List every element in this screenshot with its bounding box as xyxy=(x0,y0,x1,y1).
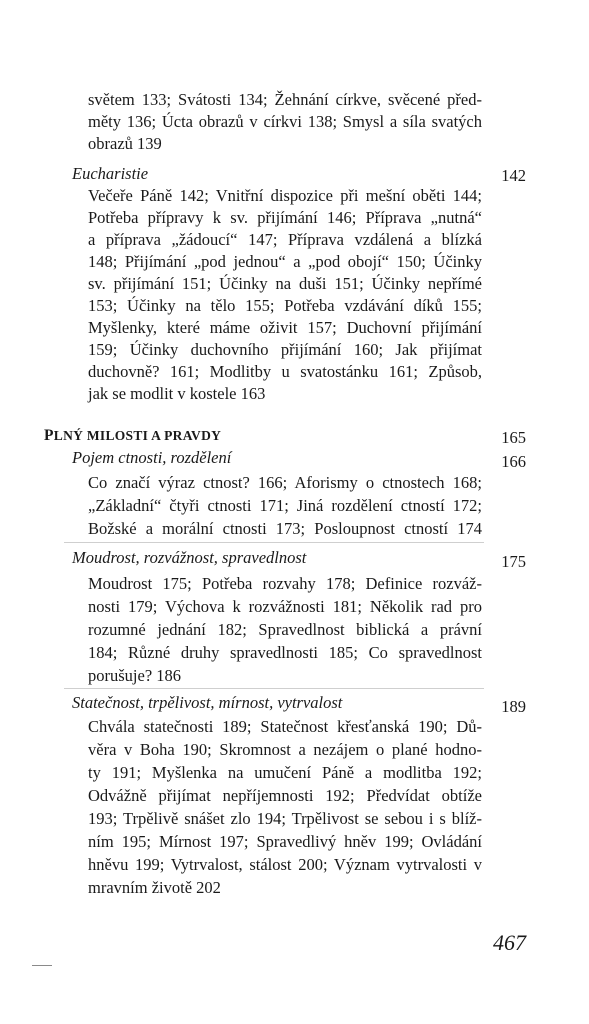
entry-line: věra v Boha 190; Skromnost a nezájem o plané hodno- xyxy=(88,740,482,759)
entry-line: Večeře Páně 142; Vnitřní dispozice při mešní oběti 144; xyxy=(88,186,482,205)
entry-line: 148; Přijímání „pod jednou“ a „pod obojí“ 150; Účinky xyxy=(88,252,482,271)
entry-line: sv. přijímání 151; Účinky na duši 151; Účinky nepřímé xyxy=(88,274,482,293)
entry-line: nosti 179; Výchova k rozvážnosti 181; Několik rad pro xyxy=(88,597,482,616)
entry-line: Božské a morální ctnosti 173; Posloupnost ctností 174 xyxy=(88,519,482,538)
entry-line: duchovně? 161; Modlitby u svatostánku 161; Způsob, xyxy=(88,362,482,381)
chapter-title xyxy=(44,425,221,446)
entry-line: mravním životě 202 xyxy=(88,878,221,897)
entry-line: měty 136; Úcta obrazů v církvi 138; Smysl a síla svatých xyxy=(88,112,482,131)
entry-line: rozumné jednání 182; Spravedlnost biblická a právní xyxy=(88,620,482,639)
chapter-title-rest: LNÝ MILOSTI A PRAVDY xyxy=(53,428,222,443)
entry-line: 193; Trpělivě snášet zlo 194; Trpělivost se sebou i s blíž- xyxy=(88,809,482,828)
chapter-title-initial: P xyxy=(44,427,54,444)
entry-line: Myšlenky, které máme oživit 157; Duchovní přijímání xyxy=(88,318,482,337)
entry-line: Co značí výraz ctnost? 166; Aforismy o ctnostech 168; xyxy=(88,473,482,492)
entry-line: Potřeba přípravy k sv. přijímání 146; Příprava „nutná“ xyxy=(88,208,482,227)
section-title: Statečnost, trpělivost, mírnost, vytrvalost xyxy=(72,693,343,712)
print-mark xyxy=(32,965,52,966)
entry-line: ty 191; Myšlenka na umučení Páně a modlitba 192; xyxy=(88,763,482,782)
entry-line: Moudrost 175; Potřeba rozvahy 178; Definice rozváž- xyxy=(88,574,482,593)
divider-line xyxy=(64,688,484,689)
chapter-page-number: 165 xyxy=(501,428,526,447)
entry-line: a příprava „žádoucí“ 147; Příprava vzdálená a blízká xyxy=(88,230,482,249)
entry-line: 184; Různé druhy spravedlnosti 185; Co spravedlnost xyxy=(88,643,482,662)
section-page-number: 166 xyxy=(501,452,526,471)
section-title: Eucharistie xyxy=(72,164,149,183)
entry-line: Odvážně přijímat nepříjemnosti 192; Předvídat obtíže xyxy=(88,786,482,805)
entry-line: porušuje? 186 xyxy=(88,666,182,685)
divider-line xyxy=(64,542,484,543)
section-page-number: 142 xyxy=(501,166,526,185)
section-page-number: 175 xyxy=(501,552,526,571)
entry-line: 153; Účinky na tělo 155; Potřeba vzdávání díků 155; xyxy=(88,296,482,315)
entry-line: obrazů 139 xyxy=(88,134,162,153)
page-number: 467 xyxy=(493,930,526,955)
entry-line: jak se modlit v kostele 163 xyxy=(88,384,266,403)
entry-line: Chvála statečnosti 189; Statečnost křesťanská 190; Dů- xyxy=(88,717,482,736)
entry-line: 159; Účinky duchovního přijímání 160; Jak přijímat xyxy=(88,340,482,359)
entry-line: „Základní“ čtyři ctnosti 171; Jiná rozdělení ctností 172; xyxy=(88,496,482,515)
section-title: Moudrost, rozvážnost, spravedlnost xyxy=(72,548,307,567)
section-page-number: 189 xyxy=(501,697,526,716)
entry-line: světem 133; Svátosti 134; Žehnání církve, svěcené před- xyxy=(88,90,482,109)
entry-line: hněvu 199; Vytrvalost, stálost 200; Význam vytrvalosti v xyxy=(88,855,482,874)
entry-line: ním 195; Mírnost 197; Spravedlivý hněv 199; Ovládání xyxy=(88,832,482,851)
section-title: Pojem ctnosti, rozdělení xyxy=(72,448,232,467)
